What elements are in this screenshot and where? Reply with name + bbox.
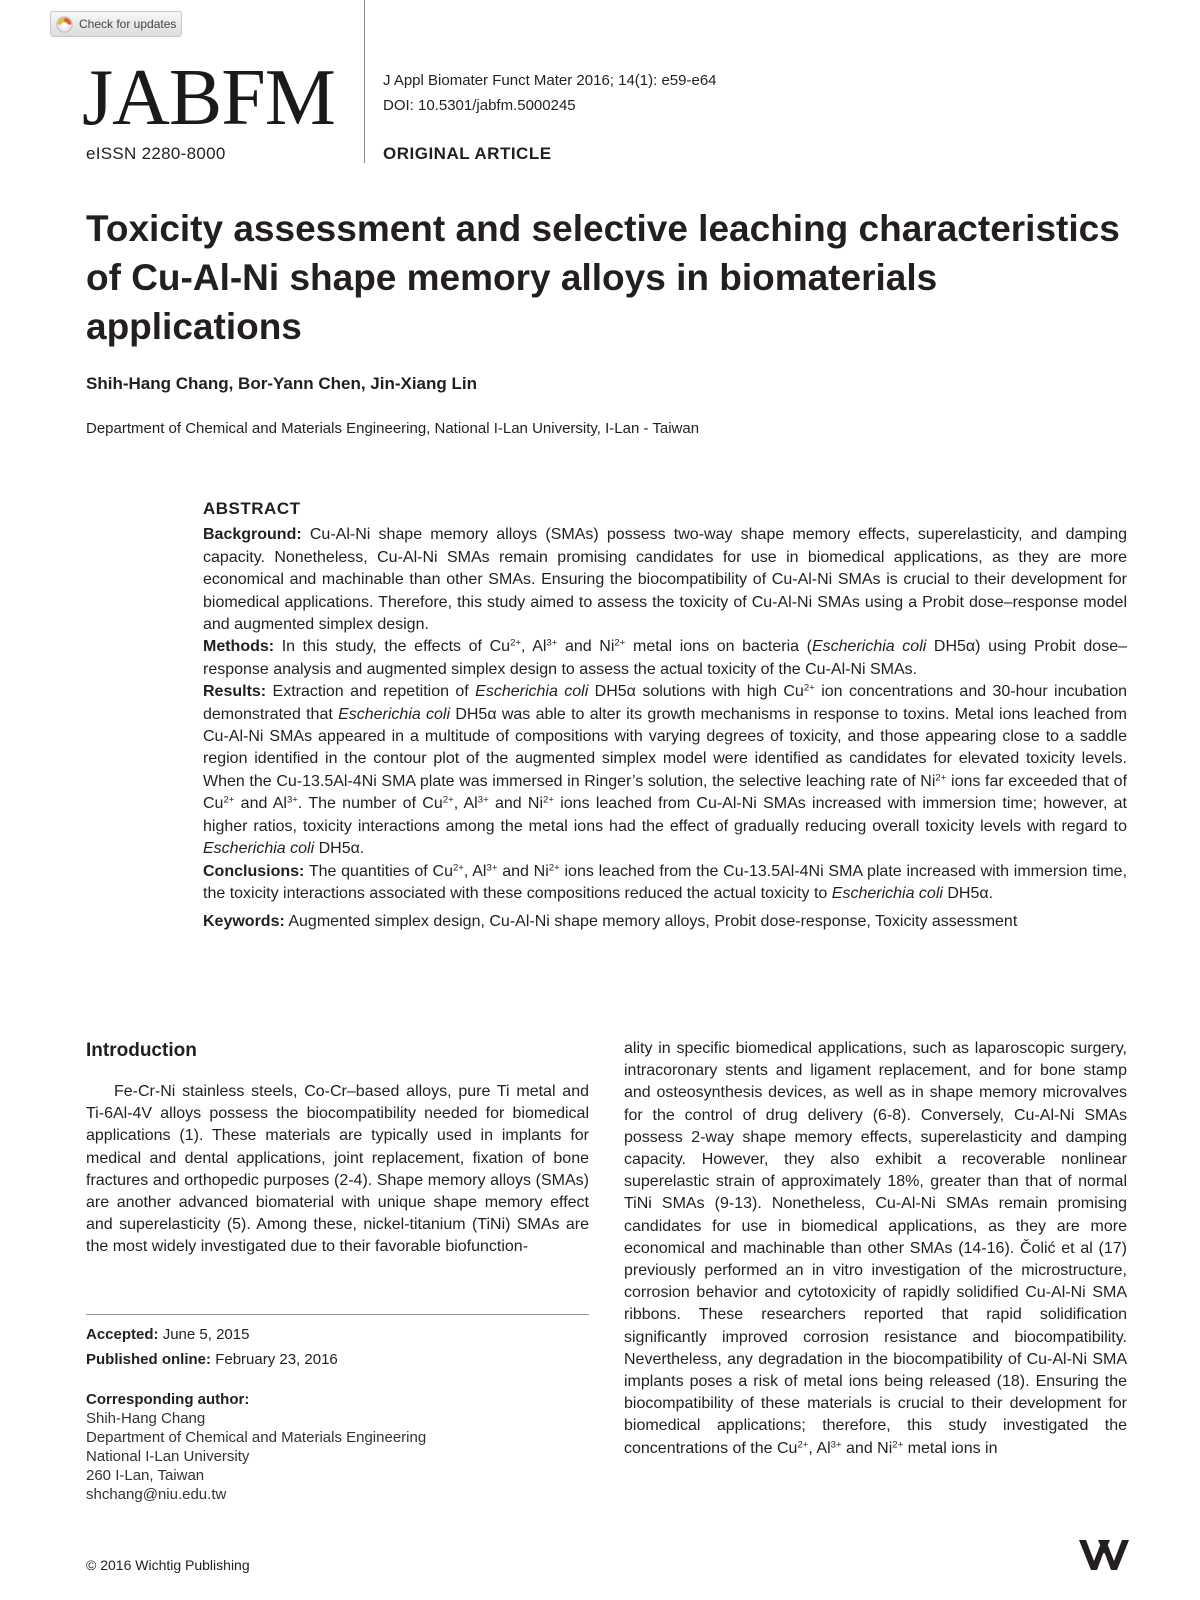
published-label: Published online:: [86, 1351, 212, 1368]
article-title: Toxicity assessment and selective leaching characteristics of Cu-Al-Ni shape memory alloys in biomaterials applications: [86, 208, 1120, 347]
corresponding-university: National I-Lan University: [86, 1448, 250, 1465]
abstract-methods: Methods: In this study, the effects of $Cu^{2+}$, $Al^{3+}$ and $Ni^{2+}$ metal ions on bacteria (Escherichia coli DH5α) using Probit dose–response analysis and augmented simplex design to assess the actual toxicity of the Cu-Al-Ni SMAs.: [203, 638, 1128, 678]
check-for-updates-label: Check for updates: [79, 17, 177, 31]
keywords-label: Keywords:: [203, 913, 285, 931]
corresponding-dept: Department of Chemical and Materials Engineering: [86, 1429, 427, 1446]
published-date: [86, 1347, 338, 1372]
intro-paragraph-1: Fe-Cr-Ni stainless steels, Co-Cr–based alloys, pure Ti metal and Ti-6Al-4V alloys possess the biocompatibility needed for biomedical applications (1). These materials are typically used in implants for medical and dental applications, joint replacement, fixation of bone fractures and orthopedic purposes (2-4). Shape memory alloys (SMAs) are another advanced biomaterial with unique shape memory effect and superelasticity (5). Among these, nickel-titanium (TiNi) SMAs are the most widely investigated due to their favorable biofunction-: [86, 1083, 589, 1256]
intro-left-column: [86, 1081, 589, 1259]
corresponding-email[interactable]: shchang@niu.edu.tw: [86, 1486, 227, 1503]
published-value: February 23, 2016: [215, 1351, 338, 1368]
background-text: Cu-Al-Ni shape memory alloys (SMAs) possess two-way shape memory effects, superelasticity, and damping capacity. Nonetheless, Cu-Al-Ni SMAs remain promising candidates for use in biomedical applications, as they are more economical and machinable than other SMAs. Ensuring the biocompatibility of Cu-Al-Ni SMAs is crucial to their development for biomedical applications. Therefore, this study aimed to assess the toxicity of Cu-Al-Ni SMAs using a Probit dose–response model and augmented simplex design.: [203, 526, 1128, 634]
abstract: [203, 498, 1127, 934]
authors: Shih-Hang Chang, Bor-Yann Chen, Jin-Xiang Lin: [86, 374, 477, 393]
methods-label: Methods:: [203, 638, 275, 656]
abstract-background: [203, 524, 1127, 636]
accepted-date: [86, 1322, 338, 1347]
abstract-heading: ABSTRACT: [203, 499, 301, 518]
corresponding-name: Shih-Hang Chang: [86, 1410, 206, 1427]
abstract-conclusions: Conclusions: The quantities of $Cu^{2+}$, $Al^{3+}$ and $Ni^{2+}$ ions leached from the Cu-13.5Al-4Ni SMA plate increased with immersion time, the toxicity interactions associated with these compositions reduced the actual toxicity to Escherichia coli DH5α.: [203, 862, 1128, 902]
citation-block: [383, 68, 717, 118]
article-type: ORIGINAL ARTICLE: [383, 144, 552, 163]
keywords-text: Augmented simplex design, Cu-Al-Ni shape memory alloys, Probit dose-response, Toxicity assessment: [288, 913, 1018, 931]
corresponding-address: 260 I-Lan, Taiwan: [86, 1467, 205, 1484]
check-for-updates-icon: [56, 16, 73, 33]
affiliation: Department of Chemical and Materials Engineering, National I-Lan University, I-Lan - Taiwan: [86, 420, 700, 437]
corresponding-heading: Corresponding author:: [86, 1391, 250, 1408]
citation: J Appl Biomater Funct Mater 2016; 14(1): e59-e64: [383, 72, 717, 89]
corresponding-author: [86, 1390, 426, 1504]
doi[interactable]: DOI: 10.5301/jabfm.5000245: [383, 97, 576, 114]
header-divider: [364, 0, 365, 163]
introduction-heading: Introduction: [86, 1040, 197, 1061]
check-for-updates-button[interactable]: [50, 11, 182, 37]
article-dates: [86, 1322, 338, 1372]
results-label: Results:: [203, 683, 267, 701]
intro-right-column: [624, 1038, 1127, 1460]
eissn: eISSN 2280-8000: [86, 144, 226, 163]
abstract-results: Results: Extraction and repetition of Escherichia coli DH5α solutions with high $Cu^{2+}$ ion concentrations and 30-hour incubation demonstrated that Escherichia coli DH5α was able to alter its growth mechanisms in response to toxins. Metal ions leached from Cu-Al-Ni SMAs appeared in a multitude of compositions with varying degrees of toxicity, and those appearing close to a saddle region identified in the contour plot of the augmented simplex model were identified as candidates for elevated toxicity levels. When the Cu-13.5Al-4Ni SMA plate was immersed in Ringer’s solution, the selective leaching rate of $Ni^{2+}$ ions far exceeded that of $Cu^{2+}$ and $Al^{3+}$. The number of $Cu^{2+}$, $Al^{3+}$ and $Ni^{2+}$ ions leached from Cu-Al-Ni SMAs increased with immersion time; however, at higher ratios, toxicity interactions among the metal ions had the effect of gradually reducing overall toxicity levels with regard to Escherichia coli DH5α.: [203, 682, 1128, 858]
wichtig-publisher-logo-icon: [1078, 1538, 1130, 1572]
intro-paragraph-2: ality in specific biomedical applications, such as laparoscopic surgery, intracoronary stents and ligament replacement, and for bone stamp and osteosynthesis devices, as well as in shape memory microvalves for the control of drug delivery (6-8). Conversely, Cu-Al-Ni SMAs possess 2-way shape memory effects, superelasticity and damping capacity. However, they also exhibit a recoverable nonlinear superelastic strain of approximately 18%, greater than that of normal TiNi SMAs (9-13). Nonetheless, Cu-Al-Ni SMAs remain promising candidates for use in biomedical applications, as they are more economical and machinable than other SMAs (14-16). Čolić et al (17) previously performed an in vitro investigation of the microstructure, corrosion behavior and cytotoxicity of rapidly solidified Cu-Al-Ni SMA ribbons. These researchers reported that rapid solidification significantly improved corrosion resistance and biocompatibility. Nevertheless, any degradation in the biocompatibility of Cu-Al-Ni SMA implants poses a risk of metal ions being released (18). Ensuring the biocompatibility of these materials is crucial to their development for biomedical applications; therefore, this study investigated the concentrations of the $Cu^{2+}$, $Al^{3+}$ and $Ni^{2+}$ metal ions in: [624, 1040, 1127, 1457]
accepted-label: Accepted:: [86, 1326, 159, 1343]
accepted-value: June 5, 2015: [162, 1326, 250, 1343]
abstract-keywords: [203, 911, 1127, 933]
journal-logo: JABFM: [82, 54, 335, 142]
background-label: Background:: [203, 526, 302, 544]
copyright: © 2016 Wichtig Publishing: [86, 1557, 250, 1573]
info-divider: [86, 1314, 589, 1315]
conclusions-label: Conclusions:: [203, 862, 305, 880]
